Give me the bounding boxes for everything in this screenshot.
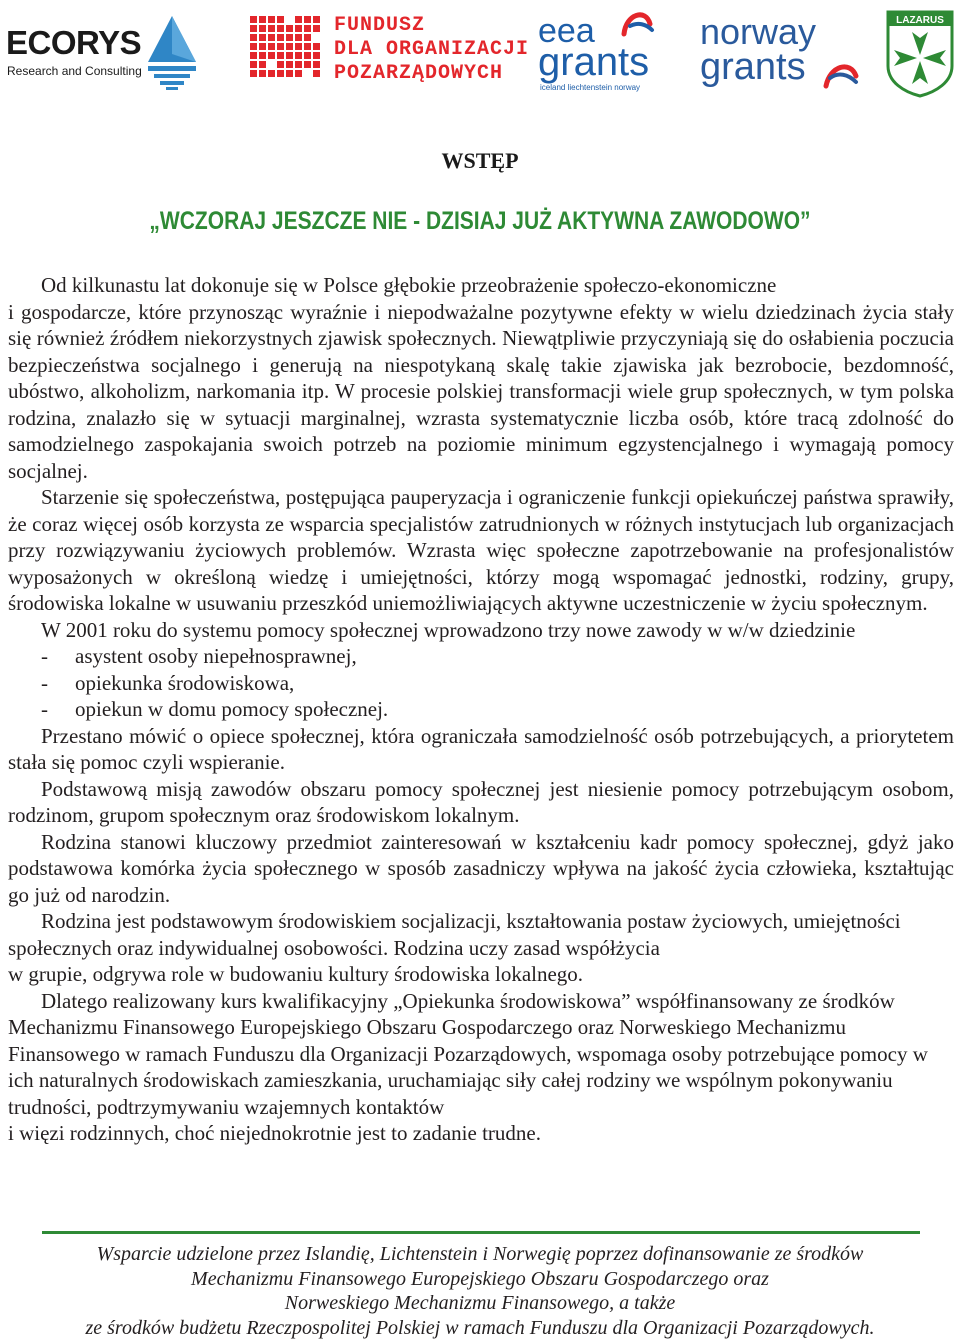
footer-line: Mechanizmu Finansowego Europejskiego Obszaru Gospodarczego oraz <box>191 1267 769 1290</box>
paragraph-part: w grupie, odgrywa role w budowaniu kultury środowiska lokalnego. <box>8 962 584 986</box>
logo-header <box>0 0 960 100</box>
list-item <box>8 643 954 670</box>
eea-grants-logo <box>538 6 658 94</box>
norway-grants-logo <box>700 11 865 94</box>
paragraph: Przestano mówić o opiece społecznej, która ograniczała samodzielność osób potrzebujących, a priorytetem stała się pomoc czyli wspieranie. <box>8 723 954 774</box>
norway-grants-logo-line1: norway <box>700 11 817 52</box>
norway-swirl-icon <box>822 56 860 92</box>
paragraph-part: Dlatego realizowany kurs kwalifikacyjny „Opiekunka środowiskowa” współfinansowany ze środków Mechanizmu Finansowego Europejskiego Obszaru Gospodarczego oraz Norweskiego Mechanizmu Finansowego w ramach Funduszu dla Organizacji Pozarządowych, wspomaga osoby potrzebujące pomocy w ich naturalnych środowiskach zamieszkania, uruchamiając siły całej rodziny we wspólnym pokonywaniu trudności, podtrzymywaniu wzajemnych kontaktów <box>8 988 928 1119</box>
eea-swirl-icon <box>620 6 656 40</box>
paragraph <box>8 272 954 484</box>
eea-grants-logo-line2: grants <box>538 40 650 84</box>
paragraph: Rodzina stanowi kluczowy przedmiot zainteresowań w kształceniu kadr pomocy społecznej, gdyż jako podstawowa komórka życia społecznego w sposób zasadniczy wpływa na jakość życia człowieka, kształtując go już od narodzin. <box>8 829 954 907</box>
paragraph: Starzenie się społeczeństwa, postępująca pauperyzacja i ograniczenie funkcji opiekuńczej państwa sprawiły, że coraz więcej osób korzysta ze wsparcia specjalistów zatrudnionych w różnych instytucjach lub organizacjach przy rozwiązywaniu życiowych problemów. Wzrasta więc społeczne zapotrzebowanie na profesjonalistów wyposażonych w określoną wiedzę i umiejętności, którzy mogą wspomagać jednostki, rodziny, grupy, środowiska lokalne w usuwaniu przeszkód uniemożliwiających aktywne uczestniczenie w życiu społecznym. <box>8 485 954 615</box>
fundusz-logo <box>248 14 530 88</box>
paragraph <box>8 908 954 988</box>
paragraph: W 2001 roku do systemu pomocy społecznej wprowadzono trzy nowe zawody w w/w dziedzinie <box>41 617 856 642</box>
list-item-text: asystent osoby niepełnosprawnej, <box>75 644 357 668</box>
body-text <box>8 272 954 1147</box>
fundusz-logo-text <box>334 14 529 86</box>
fundusz-dot-grid-icon <box>248 14 326 86</box>
section-heading: WSTĘP <box>441 148 519 173</box>
lazarus-maltese-cross-icon <box>884 8 956 98</box>
paragraph-continuation: i gospodarcze, które przynosząc wyraźnie i niepodważalne pozytywne efekty w wielu dziedzinach życia stały się również źródłem niekorzystnych zjawisk społecznych. Niewątpliwie przyczyniają się do osłabienia poczucia bezpieczeństwa socjalnego i generują na niespotykaną skalę takie zjawiska jak bezrobocie, bezdomność, ubóstwo, alkoholizm, narkomania itp. W procesie polskiej transformacji wiele grup społecznych, w tym polska rodzina, znalazło się w sytuacji marginalnej, wzrasta systematycznie liczba osób, które tracą zdolność do samodzielnego zaspokajania swoich potrzeb na poziomie minimum egzystencjalnego i wymagają pomocy socjalnej. <box>8 299 954 483</box>
lazarus-logo-name: LAZARUS <box>896 15 944 26</box>
list-dash: - <box>41 670 48 695</box>
norway-grants-logo-line2: grants <box>700 46 806 88</box>
list-item <box>8 670 954 697</box>
paragraph-part: i więzi rodzinnych, choć niejednokrotnie jest to zadanie trudne. <box>8 1121 541 1145</box>
fundusz-logo-line: DLA ORGANIZACJI <box>334 38 530 61</box>
paragraph <box>8 988 954 1147</box>
fundusz-logo-line: FUNDUSZ <box>334 14 426 37</box>
paragraph: Podstawową misją zawodów obszaru pomocy społecznej jest niesienie pomocy potrzebującym osobom, rodzinom, grupom społecznym oraz środowiskom lokalnym. <box>8 776 954 827</box>
ecorys-logo <box>6 14 198 92</box>
footer-line: Wsparcie udzielone przez Islandię, Lichtenstein i Norwegię poprzez dofinansowanie ze środków <box>96 1243 864 1265</box>
lazarus-logo <box>884 8 956 98</box>
footer-line: Norweskiego Mechanizmu Finansowego, a także <box>284 1292 676 1314</box>
footer-divider <box>42 1231 920 1234</box>
eea-grants-logo-line1: eea <box>538 12 595 50</box>
paragraph-first-line: Od kilkunastu lat dokonuje się w Polsce głębokie przeobrażenie społeczo-ekonomiczne <box>41 273 777 297</box>
list-item-text: opiekun w domu pomocy społecznej. <box>75 697 389 721</box>
document-title: „WCZORAJ JESZCZE NIE - DZISIAJ JUŻ AKTYWNA ZAWODOWO” <box>149 207 811 235</box>
list-item-text: opiekunka środowiskowa, <box>75 670 295 695</box>
eea-grants-logo-countries: iceland liechtenstein norway <box>540 83 641 92</box>
ecorys-triangle-icon <box>146 14 198 92</box>
list-item <box>8 696 954 723</box>
ecorys-logo-tagline: Research and Consulting <box>7 64 142 78</box>
footer-line: ze środków budżetu Rzeczpospolitej Polskiej w ramach Funduszu dla Organizacji Pozarządowych. <box>85 1316 875 1339</box>
ecorys-logo-name: ECORYS <box>6 24 142 61</box>
paragraph-part: Rodzina jest podstawowym środowiskiem socjalizacji, kształtowania postaw życiowych, umiejętności społecznych oraz indywidualnej osobowości. Rodzina uczy zasad współżycia <box>8 909 901 960</box>
fundusz-logo-line: POZARZĄDOWYCH <box>334 62 504 85</box>
list-dash: - <box>41 644 48 668</box>
list-dash: - <box>41 697 48 721</box>
funding-footer <box>0 1242 960 1340</box>
professions-list <box>8 643 954 723</box>
